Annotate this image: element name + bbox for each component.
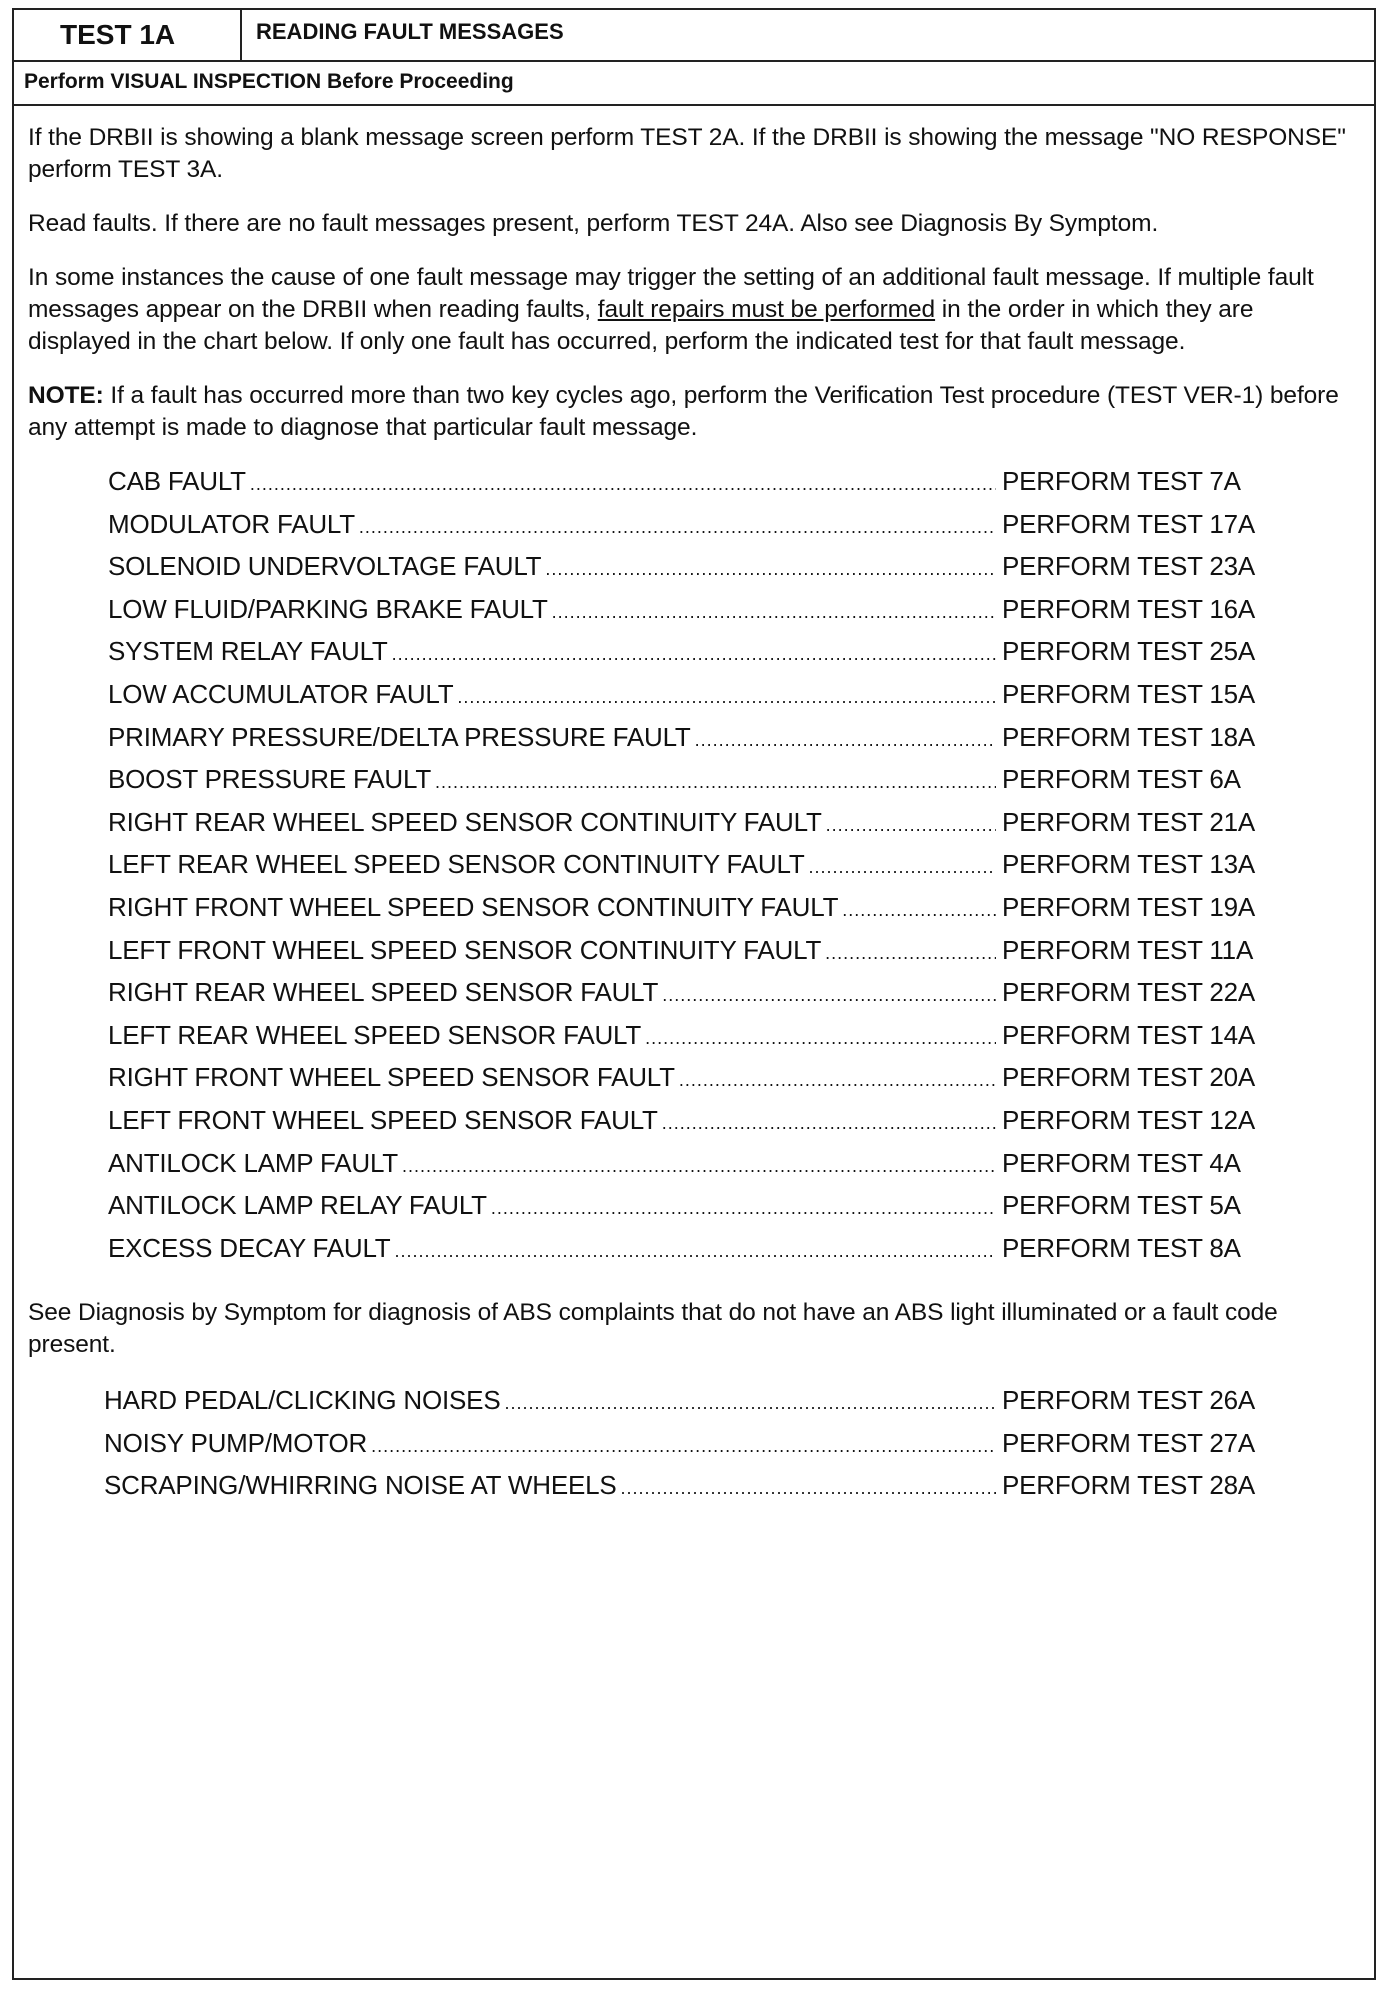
leader-dots (359, 517, 996, 538)
list-item (108, 1062, 1302, 1105)
test-action: PERFORM TEST 22A (1002, 977, 1256, 1008)
leader-dots (435, 772, 996, 793)
list-item (108, 1190, 1302, 1233)
leader-dots (402, 1156, 996, 1177)
list-item (108, 1020, 1302, 1063)
test-action: PERFORM TEST 28A (1002, 1470, 1256, 1501)
subtitle: Perform VISUAL INSPECTION Before Proceeding (14, 62, 1374, 106)
fault-label: RIGHT REAR WHEEL SPEED SENSOR CONTINUITY FAULT (108, 806, 822, 837)
leader-dots (250, 474, 996, 495)
fault-label: MODULATOR FAULT (108, 508, 355, 539)
paragraph-symptom: See Diagnosis by Symptom for diagnosis of ABS complaints that do not have an ABS light illuminated or a fault code present. (28, 1299, 1278, 1359)
fault-label: LEFT FRONT WHEEL SPEED SENSOR CONTINUITY FAULT (108, 934, 822, 965)
list-item (108, 679, 1302, 722)
test-action: PERFORM TEST 27A (1002, 1427, 1256, 1458)
test-action: PERFORM TEST 14A (1002, 1019, 1256, 1050)
test-action: PERFORM TEST 8A (1002, 1232, 1241, 1263)
fault-label: EXCESS DECAY FAULT (108, 1232, 391, 1263)
list-item (108, 764, 1302, 807)
list-item (108, 551, 1302, 594)
page-title: READING FAULT MESSAGES (256, 19, 564, 44)
leader-dots (679, 1070, 996, 1091)
fault-label: LEFT REAR WHEEL SPEED SENSOR FAULT (108, 1019, 642, 1050)
fault-label: PRIMARY PRESSURE/DELTA PRESSURE FAULT (108, 721, 691, 752)
paragraph-blank-screen: If the DRBII is showing a blank message screen perform TEST 2A. If the DRBII is showing the message "NO RESPONSE" perform TEST 3A. (28, 124, 1346, 183)
leader-dots (621, 1478, 996, 1499)
list-item (108, 849, 1302, 892)
leader-dots (395, 1241, 997, 1262)
fault-label: RIGHT REAR WHEEL SPEED SENSOR FAULT (108, 977, 659, 1008)
test-action: PERFORM TEST 7A (1002, 466, 1241, 496)
test-id: TEST 1A (14, 10, 242, 60)
list-item (104, 1385, 1302, 1428)
leader-dots (504, 1393, 996, 1414)
fault-label: LEFT FRONT WHEEL SPEED SENSOR FAULT (108, 1104, 658, 1135)
list-item (108, 509, 1302, 552)
document-page (12, 8, 1376, 1980)
fault-label: LOW FLUID/PARKING BRAKE FAULT (108, 593, 548, 624)
leader-dots (809, 857, 996, 878)
paragraph-read-faults: Read faults. If there are no fault messages present, perform TEST 24A. Also see Diagnosis By Symptom. (28, 210, 1159, 237)
header-row (14, 10, 1374, 62)
leader-dots (457, 687, 996, 708)
list-item (108, 636, 1302, 679)
test-action: PERFORM TEST 25A (1002, 636, 1256, 667)
fault-label: RIGHT FRONT WHEEL SPEED SENSOR CONTINUITY FAULT (108, 891, 839, 922)
leader-dots (545, 559, 996, 580)
list-item (104, 1428, 1302, 1471)
symptom-list (104, 1385, 1302, 1513)
fault-label: ANTILOCK LAMP FAULT (108, 1147, 398, 1178)
test-action: PERFORM TEST 19A (1002, 891, 1256, 922)
leader-dots (491, 1198, 996, 1219)
leader-dots (645, 1028, 996, 1049)
paragraph-fault-order-end: in the order in which they are displayed in the chart below. If only one fault has occurred, perform the indicated test for that fault message. (28, 296, 1254, 355)
list-item (108, 722, 1302, 765)
leader-dots (825, 943, 996, 964)
leader-dots (695, 730, 996, 751)
symptom-label: NOISY PUMP/MOTOR (104, 1427, 368, 1458)
leader-dots (371, 1436, 996, 1457)
underlined-instruction: fault repairs must be performed (597, 296, 936, 323)
paragraph-fault-order-start: In some instances the cause of one fault message may trigger the setting of an additional fault message. If multiple fault messages appear on the DRBII when reading faults, (28, 264, 1314, 323)
paragraph-fault-order (28, 262, 1358, 358)
test-action: PERFORM TEST 15A (1002, 678, 1256, 709)
list-item (108, 594, 1302, 637)
note-label: NOTE: (28, 382, 104, 409)
leader-dots (552, 602, 996, 623)
list-item (108, 892, 1302, 935)
leader-dots (662, 1113, 996, 1134)
list-item (108, 977, 1302, 1020)
test-action: PERFORM TEST 6A (1002, 764, 1241, 795)
test-action: PERFORM TEST 21A (1002, 806, 1256, 837)
list-item (108, 1148, 1302, 1191)
test-action: PERFORM TEST 18A (1002, 721, 1256, 752)
test-action: PERFORM TEST 16A (1002, 593, 1256, 624)
test-action: PERFORM TEST 20A (1002, 1062, 1256, 1093)
list-item (108, 807, 1302, 850)
fault-label: CAB FAULT (108, 466, 246, 496)
test-action: PERFORM TEST 12A (1002, 1104, 1256, 1135)
test-action: PERFORM TEST 17A (1002, 508, 1256, 539)
symptom-label: SCRAPING/WHIRRING NOISE AT WHEELS (104, 1470, 617, 1501)
note-text: If a fault has occurred more than two key cycles ago, perform the Verification Test procedure (TEST VER-1) before any attempt is made to diagnose that particular fault message. (28, 382, 1339, 441)
test-action: PERFORM TEST 11A (1002, 934, 1254, 965)
list-item (108, 935, 1302, 978)
fault-label: LOW ACCUMULATOR FAULT (108, 678, 454, 709)
fault-label: RIGHT FRONT WHEEL SPEED SENSOR FAULT (108, 1062, 675, 1093)
test-action: PERFORM TEST 26A (1002, 1385, 1256, 1416)
list-item (104, 1470, 1302, 1513)
document-body (28, 122, 1358, 1513)
test-action: PERFORM TEST 13A (1002, 849, 1256, 880)
leader-dots (826, 815, 996, 836)
fault-message-list (108, 466, 1302, 1275)
leader-dots (842, 900, 996, 921)
leader-dots (392, 644, 996, 665)
fault-label: SOLENOID UNDERVOLTAGE FAULT (108, 551, 542, 582)
list-item (108, 1105, 1302, 1148)
test-action: PERFORM TEST 5A (1002, 1190, 1241, 1221)
list-item (108, 1233, 1302, 1276)
list-item (108, 466, 1302, 509)
fault-label: SYSTEM RELAY FAULT (108, 636, 388, 667)
fault-label: BOOST PRESSURE FAULT (108, 764, 432, 795)
symptom-label: HARD PEDAL/CLICKING NOISES (104, 1385, 501, 1416)
test-action: PERFORM TEST 4A (1002, 1147, 1241, 1178)
note-paragraph (28, 380, 1358, 444)
fault-label: LEFT REAR WHEEL SPEED SENSOR CONTINUITY FAULT (108, 849, 805, 880)
fault-label: ANTILOCK LAMP RELAY FAULT (108, 1190, 487, 1221)
test-action: PERFORM TEST 23A (1002, 551, 1256, 582)
leader-dots (662, 985, 996, 1006)
